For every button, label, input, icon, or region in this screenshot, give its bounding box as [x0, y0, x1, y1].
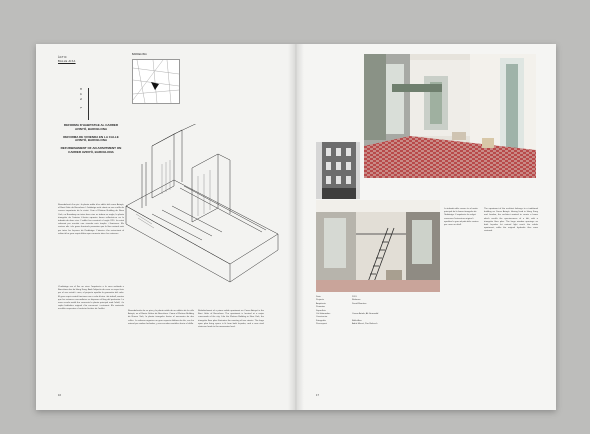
title-catalan: REFORMA D'HABITATGE AL CARRER AVINYÓ, BARCELONA	[63, 123, 119, 131]
section-label: BALLE AIXA	[58, 60, 76, 63]
page-number-left: 16	[58, 394, 61, 397]
page-number-right: 17	[316, 394, 319, 397]
title-english: REFURBISHMENT OF AN APARTMENT ON CARRER AVINYÓ, BARCELONA	[60, 146, 122, 154]
body-text-english-right: The apartment of the architect belongs to a traditional building on Carrer Avinyó. Having lived in Hong Kong and London, the architect wanted to create a home which recalls the spaciousness of a loft, with a triangular floor plan. The large window openings on both façades let natural light reach the whole apartment, while the original hydraulic tiles were restored.	[484, 208, 538, 233]
chapter-rule	[88, 88, 89, 120]
body-text-narrow: La trobada dels carrers és el motiu principal de la forma triangular de l'habitatge. L'arquitecte ha volgut conservar l'estructura original i aprofitar la gran alçada dels sostres per crear un altell.	[444, 208, 479, 227]
body-text-catalan-2: L'habitatge era el lloc on viure l'arquitecte a la seva arribada a Barcelona des de Hong Kong. Amb l'objectiu de crear un espai únic per al seu estudi i casa, el projecte aprofita la geometria del solar. El gran espai central funciona com a sala d'estar i de treball, mentre que les estances secundàries es disposen al llarg del perímetre. La nova escala metàl·lica connecta la planta principal amb l'altell, i la rajola hidràulica original s'ha conservat i restaurat. Els materials escollits respecten el caràcter històric de l'edifici.	[58, 286, 124, 311]
body-text-spanish: Remodelación de un piso y la planta noble de un edificio de la calle Avinyó, en el Barrio Gótico de Barcelona. Como el Flatiron Building de Nueva York, la planta triangular ilustra el encuentro de dos calles. La reforma organiza un gran espacio diáfano de día, con luz natural por ambas fachadas, y una escalera metálica hacia el altillo.	[128, 310, 194, 325]
chapter-label: CAS 1	[79, 88, 83, 112]
body-text-english: Refurbishment of a piano nobile apartment on Carrer Avinyó in the Barri Gòtic of Barcelona. The apartment is located at a major crossroads of the city. Like the Flatiron Building in New York, the triangular floor plan illustrates the meeting of two streets. The large open plan living space is lit from both façades, and a new steel staircase leads to the mezzanine level.	[198, 310, 264, 329]
body-text-catalan: Remodelació d'un pis i la planta noble d'un edifici del carrer Avinyó, al Barri Gòtic de Barcelona. L'habitatge està situat en una cruïlla de carrers importants de la ciutat. Com el Flatiron Building de Nova York, un Broadway on totes dues vies es troben en angle, la planta triangular de l'interior il·lustra aquesta forma reflectint-se en la trobada de dues vies. L'edifici fou construït el segle XIX i ha estat reformat per encabir una vivenda més àmplia i lluminosa. Els sostres alts i els grans finestrals permeten que la llum natural entri per totes les façanes de l'habitatge. L'interior s'ha estructurat al voltant d'un gran espai diàfan que connecta totes les estances.	[58, 204, 124, 235]
right-page	[296, 44, 556, 410]
street-map-graphic	[133, 60, 179, 103]
spine-shadow	[288, 44, 304, 410]
left-page	[36, 44, 296, 410]
series-label: ÀCTIC	[58, 56, 67, 59]
photo-interior-staircase	[316, 200, 440, 292]
location-map	[132, 59, 180, 104]
credits-labels: Data Projecte Arquitecte Promotor Superfície Col·laboradors Constructor Fotografia Pressupost	[316, 296, 331, 326]
location-label: BARCELONA	[132, 53, 147, 56]
credits-values: 2011 Reforma David Ramírez Carme Artola, Ali Grunwald Balle Aixa Adrià Marsó, Pau Balasch	[352, 296, 379, 326]
title-spanish: REFORMA DE VIVIENDA EN LA CALLE AVINYÓ, BARCELONA	[63, 134, 119, 143]
isometric-drawing	[122, 124, 282, 289]
magazine-spread	[36, 44, 556, 410]
photo-interior-tiles	[364, 54, 536, 178]
project-titles	[58, 124, 124, 159]
photo-building-facade	[316, 142, 360, 199]
